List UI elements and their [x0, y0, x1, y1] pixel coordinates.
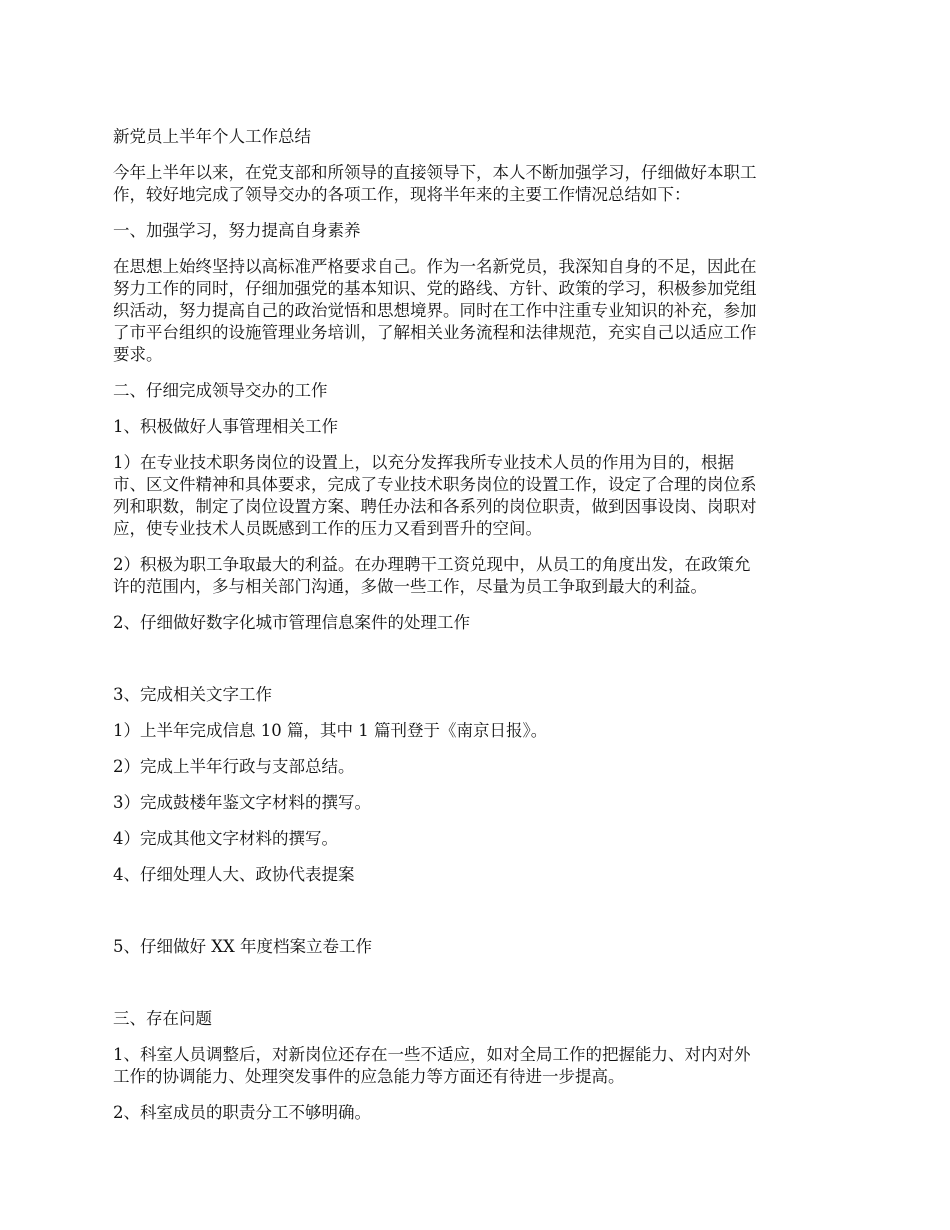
text-line: 许的范围内，多与相关部门沟通，多做一些工作，尽量为员工争取到最大的利益。	[113, 577, 707, 596]
section2-item3-sub: 1）上半年完成信息 10 篇，其中 1 篇刊登于《南京日报》。	[113, 721, 548, 740]
section2-item1-sub2	[113, 554, 853, 598]
text-line: 努力工作的同时，仔细加强党的基本知识、党的路线、方针、政策的学习，积极参加党组	[113, 279, 757, 298]
section2-item4: 4、仔细处理人大、政协代表提案	[113, 865, 355, 884]
blank-line	[113, 972, 853, 1008]
section2-item3-sub: 4）完成其他文字材料的撰写。	[113, 829, 338, 848]
section2-item3-heading: 3、完成相关文字工作	[113, 685, 272, 704]
section2-heading: 二、仔细完成领导交办的工作	[113, 381, 328, 400]
text-line: 市、区文件精神和具体要求，完成了专业技术职务岗位的设置工作，设定了合理的岗位系	[113, 475, 757, 494]
document-body	[113, 126, 853, 1138]
section2-item3-sub: 2）完成上半年行政与支部总结。	[113, 757, 355, 776]
text-line: 今年上半年以来，在党支部和所领导的直接领导下，本人不断加强学习，仔细做好本职工	[113, 163, 757, 182]
text-line: 列和职数，制定了岗位设置方案、聘任办法和各系列的岗位职责，做到因事设岗、岗职对	[113, 497, 757, 516]
section3-item2: 2、科室成员的职责分工不够明确。	[113, 1103, 371, 1122]
text-line: 要求。	[113, 345, 163, 364]
document-title: 新党员上半年个人工作总结	[113, 127, 311, 146]
blank-line	[113, 648, 853, 684]
section2-item2: 2、仔细做好数字化城市管理信息案件的处理工作	[113, 613, 470, 632]
text-line: 应，使专业技术人员既感到工作的压力又看到晋升的空间。	[113, 519, 542, 538]
intro-paragraph	[113, 162, 853, 206]
text-line: 1、科室人员调整后，对新岗位还存在一些不适应，如对全局工作的把握能力、对内对外	[113, 1045, 751, 1064]
text-line: 织活动，努力提高自己的政治觉悟和思想境界。同时在工作中注重专业知识的补充，参加	[113, 301, 757, 320]
section3-item1	[113, 1044, 853, 1088]
section2-item1-sub1	[113, 452, 853, 540]
text-line: 1）在专业技术职务岗位的设置上，以充分发挥我所专业技术人员的作用为目的，根据	[113, 453, 734, 472]
section2-item1-heading: 1、积极做好人事管理相关工作	[113, 417, 338, 436]
text-line: 工作的协调能力、处理突发事件的应急能力等方面还有待进一步提高。	[113, 1067, 625, 1086]
section3-heading: 三、存在问题	[113, 1009, 212, 1028]
section2-item3-sub: 3）完成鼓楼年鉴文字材料的撰写。	[113, 793, 371, 812]
blank-line	[113, 900, 853, 936]
section2-item5: 5、仔细做好 XX 年度档案立卷工作	[113, 937, 372, 956]
text-line: 了市平台组织的设施管理业务培训，了解相关业务流程和法律规范，充实自己以适应工作	[113, 323, 757, 342]
text-line: 在思想上始终坚持以高标准严格要求自己。作为一名新党员，我深知自身的不足，因此在	[113, 257, 757, 276]
text-line: 作，较好地完成了领导交办的各项工作，现将半年来的主要工作情况总结如下：	[113, 185, 691, 204]
section1-heading: 一、加强学习，努力提高自身素养	[113, 221, 361, 240]
section1-body	[113, 256, 853, 366]
text-line: 2）积极为职工争取最大的利益。在办理聘干工资兑现中，从员工的角度出发，在政策允	[113, 555, 751, 574]
